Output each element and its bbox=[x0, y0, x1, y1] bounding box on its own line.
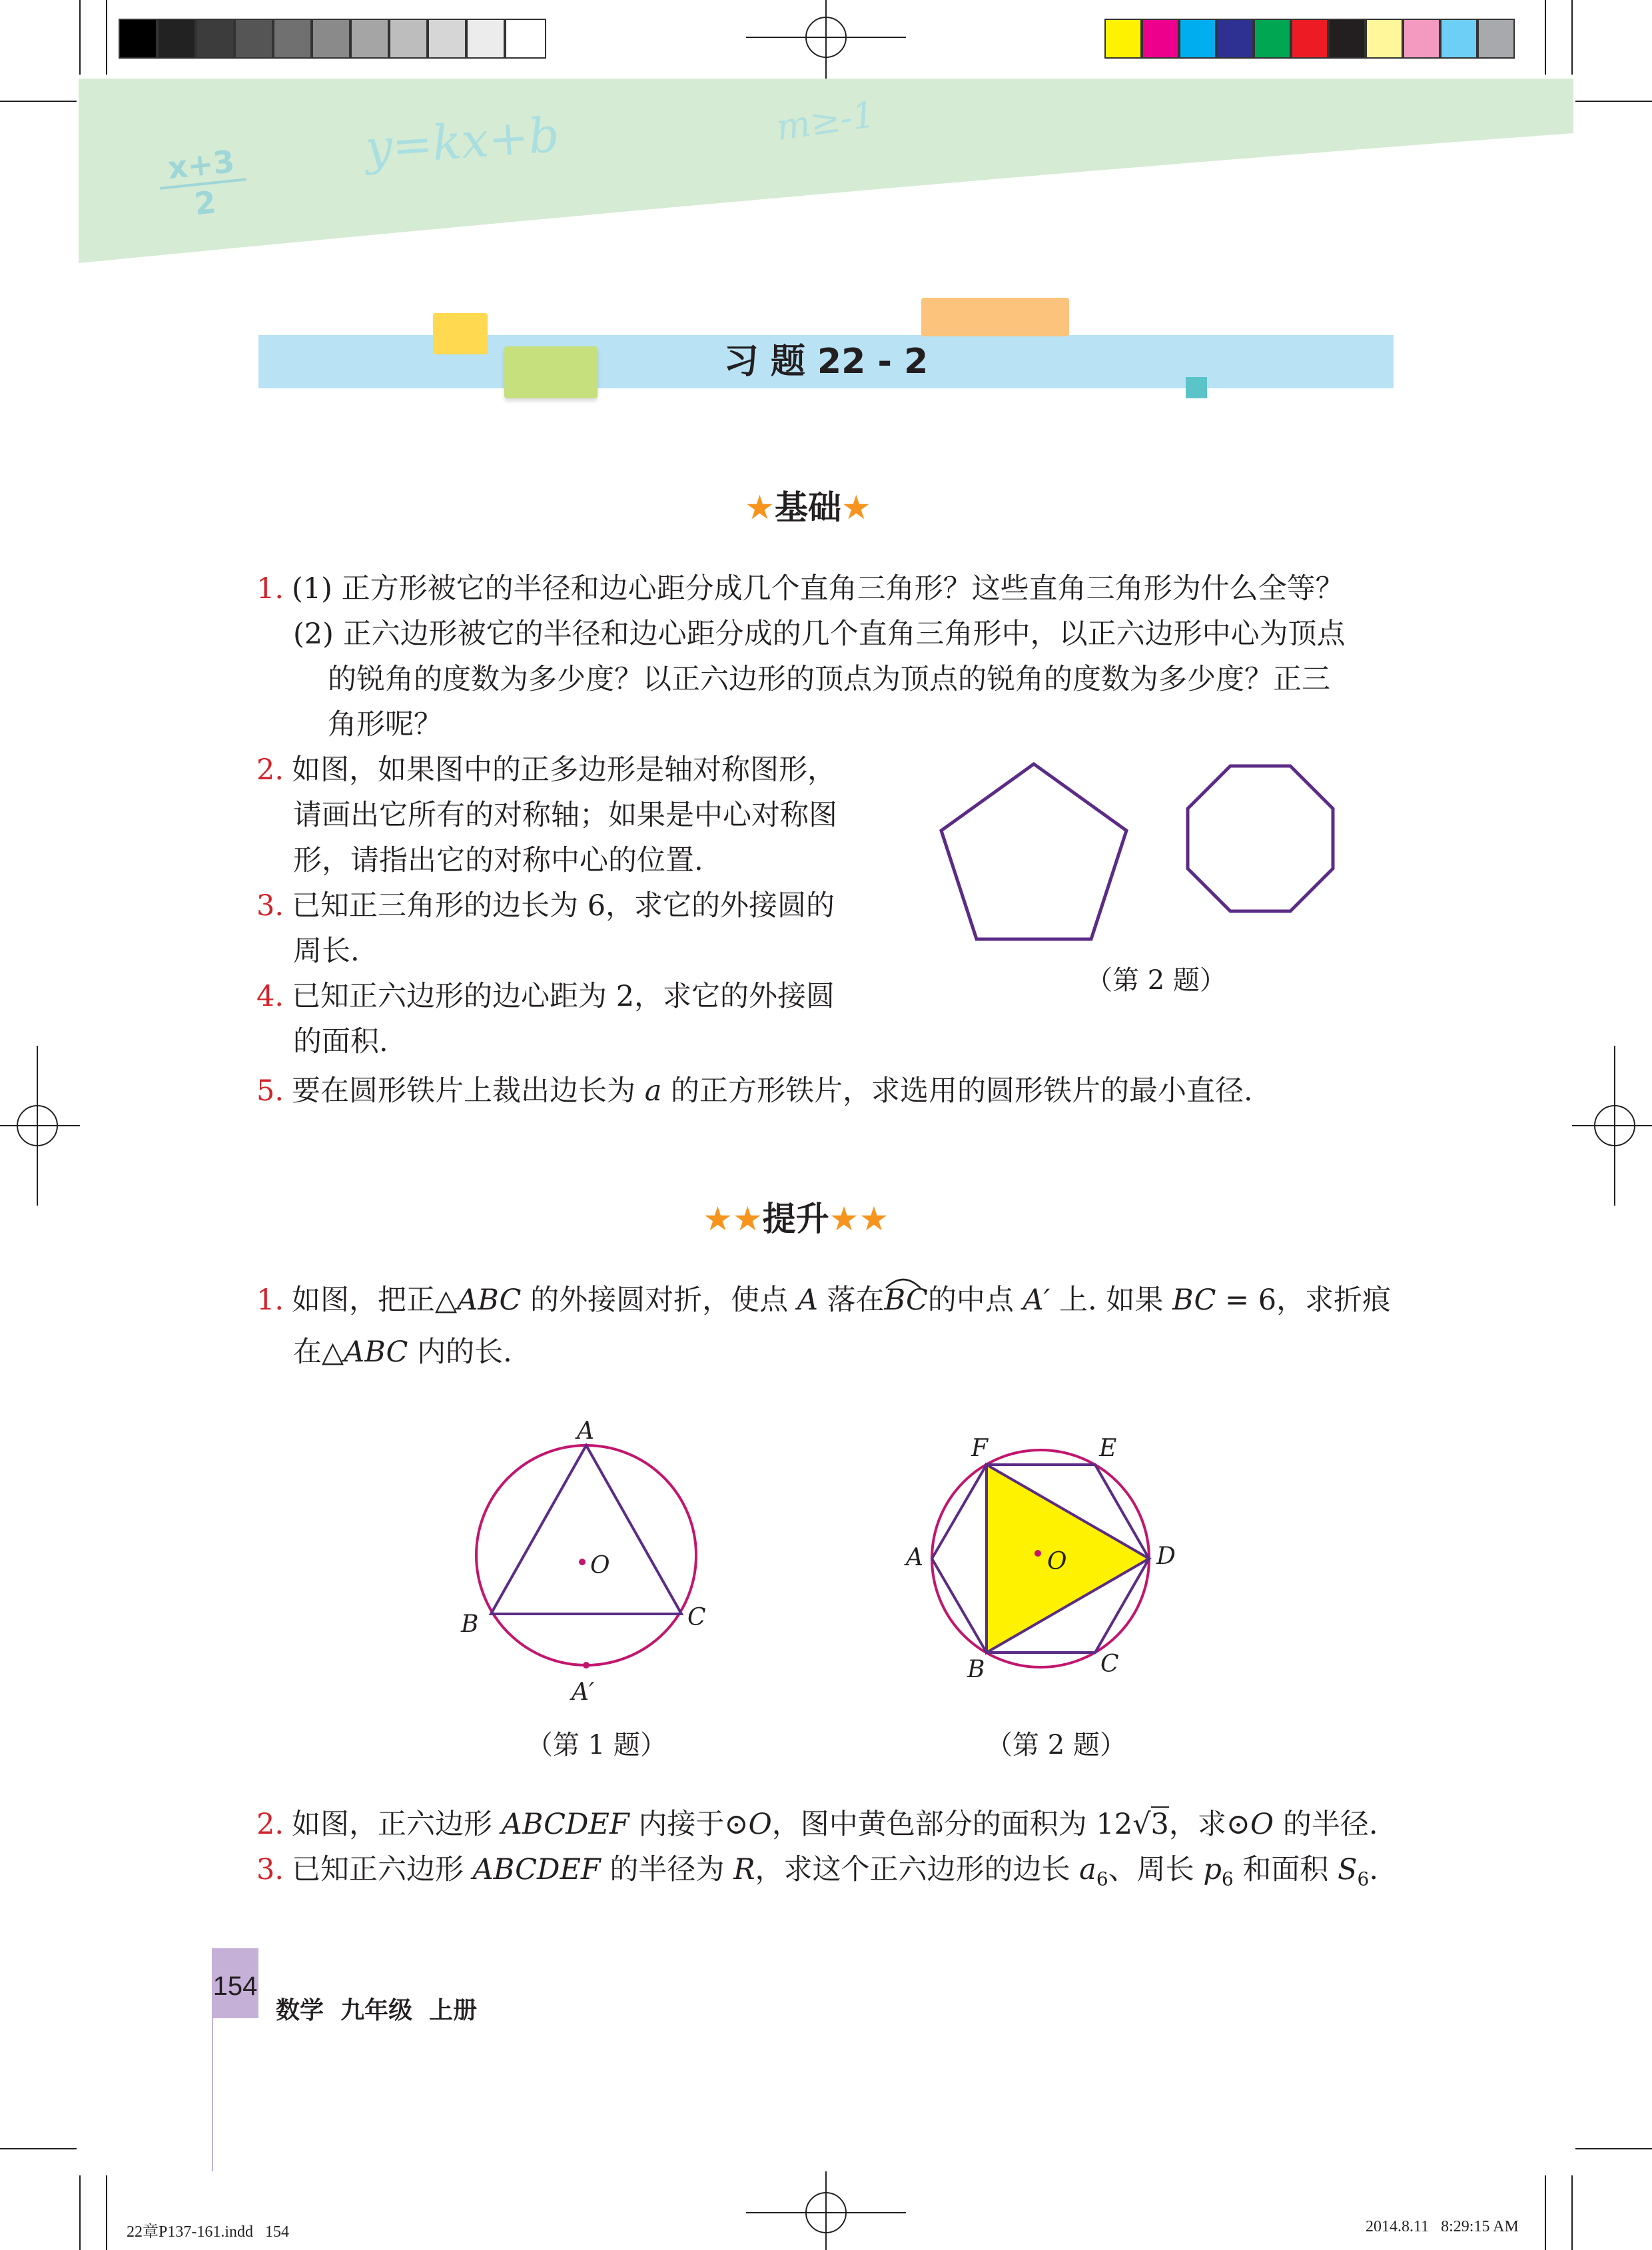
figure-caption-basic-2: （第 2 题） bbox=[1086, 965, 1226, 996]
figure-2-hexagon-circle bbox=[893, 1419, 1192, 1712]
section-heading-basic: ★基础★ bbox=[745, 488, 871, 527]
deco-square-orange bbox=[921, 298, 1069, 336]
basic-problem-2-line-1: 2. 如图，如果图中的正多边形是轴对称图形， bbox=[256, 753, 837, 787]
star-icon: ★★ bbox=[829, 1200, 889, 1238]
basic-problem-5: 5. 要在圆形铁片上裁出边长为 a 的正方形铁片，求选用的圆形铁片的最小直径. bbox=[256, 1074, 1253, 1108]
basic-problem-1-line-1: 1. (1) 正方形被它的半径和边心距分成几个直角三角形？这些直角三角形为什么全等？ bbox=[256, 572, 1344, 605]
label-b: B bbox=[967, 1656, 985, 1683]
basic-problem-4-line-2: 的面积. bbox=[293, 1025, 388, 1058]
file-info: 22章P137-161.indd 154 bbox=[127, 2223, 290, 2241]
basic-problem-3-line-2: 周长. bbox=[293, 935, 360, 968]
figure-caption-advance-2: （第 2 题） bbox=[986, 1730, 1126, 1760]
header-formula-linear: y=kx+b bbox=[363, 106, 562, 177]
label-e: E bbox=[1099, 1435, 1117, 1462]
yellow-triangle bbox=[987, 1465, 1149, 1653]
figure-polygons bbox=[926, 753, 1379, 952]
center-point-o bbox=[1034, 1550, 1041, 1557]
label-a: A bbox=[577, 1419, 594, 1445]
label-o: O bbox=[590, 1552, 610, 1579]
circumcircle bbox=[476, 1445, 696, 1665]
section-heading-advance: ★★提升★★ bbox=[703, 1200, 889, 1238]
basic-problem-2-line-2: 请画出它所有的对称轴；如果是中心对称图 bbox=[293, 799, 837, 832]
label-d: D bbox=[1156, 1543, 1176, 1570]
label-c: C bbox=[1100, 1651, 1119, 1678]
label-c: C bbox=[687, 1604, 706, 1631]
book-title: 数学 九年级 上册 bbox=[276, 1997, 478, 2024]
sqrt-icon: √ bbox=[1132, 1808, 1151, 1841]
advance-problem-1-line-1: 1. 如图，把正△ABC 的外接圆对折，使点 A 落在BC 的中点 A′ 上. 如果 BC = 6，求折痕 bbox=[256, 1278, 1391, 1323]
point-a-prime bbox=[583, 1662, 590, 1669]
page-number: 154 bbox=[212, 1972, 258, 2001]
basic-problem-1-line-2: (2) 正六边形被它的半径和边心距分成的几个直角三角形中，以正六边形中心为顶点 bbox=[293, 617, 1346, 651]
header-formula-fraction: x+3 2 bbox=[157, 143, 250, 226]
header-formula-inequality: m≥-1 bbox=[773, 93, 878, 149]
star-icon: ★ bbox=[841, 488, 871, 527]
advance-problem-1-line-2: 在△ABC 内的长. bbox=[293, 1335, 512, 1369]
label-f: F bbox=[971, 1435, 988, 1462]
equilateral-triangle bbox=[491, 1445, 681, 1614]
regular-pentagon bbox=[941, 764, 1126, 939]
label-b: B bbox=[461, 1611, 479, 1638]
basic-problem-1-line-4: 角形呢？ bbox=[328, 708, 442, 741]
advance-problem-3: 3. 已知正六边形 ABCDEF 的半径为 R，求这个正六边形的边长 $a_6$、周长 $p_6$ 和面积 $S_6$. bbox=[256, 1853, 1378, 1890]
basic-problem-3-line-1: 3. 已知正三角形的边长为 6，求它的外接圆的 bbox=[256, 889, 835, 923]
print-timestamp: 2014.8.11 8:29:15 AM bbox=[1366, 2218, 1519, 2235]
page-tab-line bbox=[212, 2018, 213, 2171]
arc-bc: BC bbox=[885, 1278, 928, 1323]
regular-octagon bbox=[1188, 766, 1333, 911]
arc-icon bbox=[885, 1275, 922, 1290]
basic-problem-1-line-3: 的锐角的度数为多少度？以正六边形的顶点为顶点的锐角的度数为多少度？正三 bbox=[328, 663, 1330, 696]
center-point-o bbox=[579, 1559, 586, 1565]
star-icon: ★ bbox=[745, 488, 775, 527]
star-icon: ★★ bbox=[703, 1200, 763, 1238]
label-a: A bbox=[906, 1544, 923, 1571]
basic-problem-2-line-3: 形，请指出它的对称中心的位置. bbox=[293, 844, 703, 877]
advance-problem-2: 2. 如图，正六边形 ABCDEF 内接于⊙O，图中黄色部分的面积为 12√3，求⊙O 的半径. bbox=[256, 1808, 1378, 1841]
basic-problem-4-line-1: 4. 已知正六边形的边心距为 2，求它的外接圆 bbox=[256, 980, 835, 1013]
figure-1-triangle-circle bbox=[453, 1419, 733, 1712]
label-a-prime: A′ bbox=[572, 1679, 595, 1706]
exercise-title: 习 题 22 - 2 bbox=[723, 342, 929, 382]
figure-caption-advance-1: （第 1 题） bbox=[526, 1730, 667, 1760]
label-o: O bbox=[1047, 1548, 1067, 1575]
